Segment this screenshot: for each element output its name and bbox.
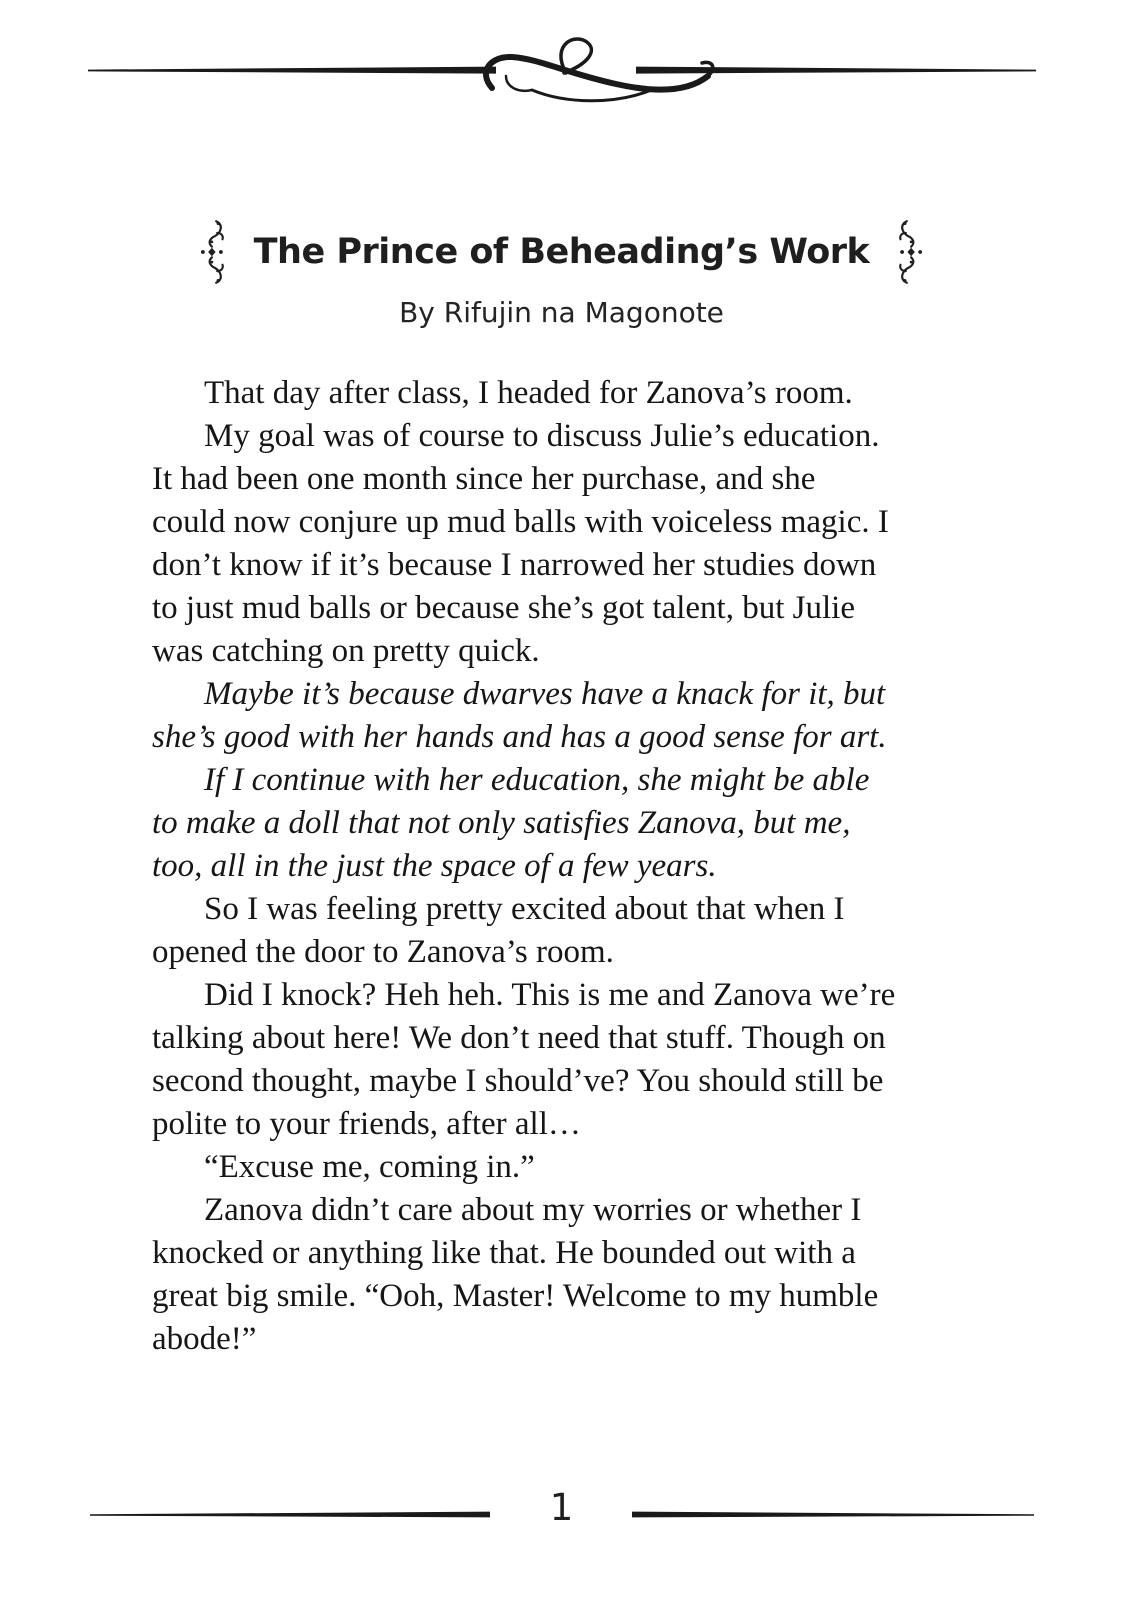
text-line: Maybe it’s because dwarves have a knack for it, but xyxy=(204,676,886,712)
text-line: too, all in the just the space of a few years. xyxy=(152,848,717,884)
text-line: polite to your friends, after all… xyxy=(152,1106,581,1142)
chapter-text xyxy=(152,372,988,1361)
text-line: second thought, maybe I should’ve? You should still be xyxy=(152,1063,884,1099)
paragraph xyxy=(152,888,988,974)
text-line: don’t know if it’s because I narrowed her studies down xyxy=(152,547,877,583)
text-line: she’s good with her hands and has a good sense for art. xyxy=(152,719,887,755)
text-line: My goal was of course to discuss Julie’s education. xyxy=(204,418,880,454)
paragraph xyxy=(152,1189,988,1361)
text-line: Did I knock? Heh heh. This is me and Zanova we’re xyxy=(204,977,896,1013)
text-line: abode!” xyxy=(152,1321,257,1357)
text-line: to make a doll that not only satisfies Zanova, but me, xyxy=(152,805,851,841)
text-line: was catching on pretty quick. xyxy=(152,633,540,669)
page-number: 1 xyxy=(549,1486,574,1529)
text-line: So I was feeling pretty excited about that when I xyxy=(204,891,845,927)
text-line: talking about here! We don’t need that stuff. Though on xyxy=(152,1020,886,1056)
top-divider-flourish-icon xyxy=(88,26,1036,138)
paragraph xyxy=(152,372,988,415)
text-line: That day after class, I headed for Zanova’s room. xyxy=(204,375,853,411)
text-line: knocked or anything like that. He bounded out with a xyxy=(152,1235,856,1271)
text-line: It had been one month since her purchase, and she xyxy=(152,461,816,497)
paragraph xyxy=(152,1146,988,1189)
floral-sprig-left-icon xyxy=(200,218,228,286)
text-line: opened the door to Zanova’s room. xyxy=(152,934,614,970)
text-line: “Excuse me, coming in.” xyxy=(204,1149,535,1185)
paragraph xyxy=(152,673,988,759)
paragraph xyxy=(152,759,988,888)
chapter-title: The Prince of Beheading’s Work xyxy=(253,232,870,272)
text-line: great big smile. “Ooh, Master! Welcome to my humble xyxy=(152,1278,879,1314)
floral-sprig-right-icon xyxy=(895,218,923,286)
text-line: to just mud balls or because she’s got talent, but Julie xyxy=(152,590,855,626)
paragraph xyxy=(152,415,988,673)
paragraph xyxy=(152,974,988,1146)
text-line: If I continue with her education, she might be able xyxy=(204,762,870,798)
chapter-heading xyxy=(0,218,1123,286)
chapter-byline: By Rifujin na Magonote xyxy=(399,296,724,329)
text-line: could now conjure up mud balls with voiceless magic. I xyxy=(152,504,889,540)
text-line: Zanova didn’t care about my worries or whether I xyxy=(204,1192,862,1228)
